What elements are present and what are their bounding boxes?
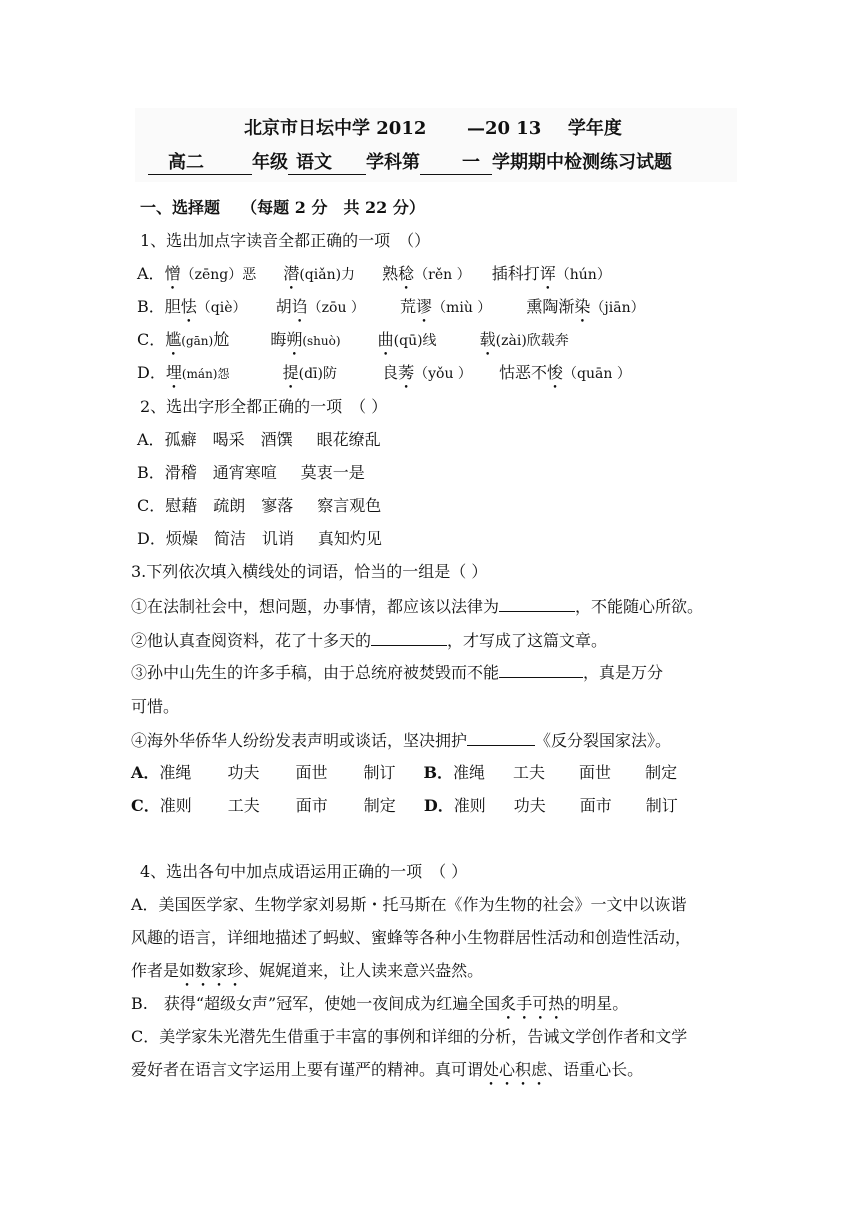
word-text: 烦燥: [165, 529, 198, 548]
section-1-heading: [140, 197, 425, 219]
q3-options-row-1: [131, 762, 677, 784]
word-text: 晦: [270, 330, 287, 349]
q4-option-a-line-3: [131, 960, 483, 982]
word-text: 讥诮: [261, 529, 294, 548]
dotted-char: 憎: [164, 264, 181, 283]
word-text: 准绳: [453, 763, 486, 782]
pinyin-text: （jiān）: [590, 300, 645, 316]
grade-field: 高二: [148, 152, 252, 175]
sentence-text: 、语重心长。: [547, 1060, 644, 1079]
option-label: A．: [137, 264, 165, 283]
word-text: 功夫: [227, 763, 260, 782]
sentence-text: ，才写成了这篇文章。: [447, 631, 608, 650]
dotted-char: 家: [211, 961, 228, 980]
word-text: 寥落: [261, 496, 294, 515]
dotted-char: 怯: [180, 297, 197, 316]
q1-option-a: [137, 263, 611, 286]
sentence-text: ①在法制社会中，想问题，办事情，都应该以法律为: [131, 597, 500, 616]
sentence-text: ②他认真查阅资料，花了十多天的: [131, 631, 372, 650]
word-text: 准则: [453, 796, 486, 815]
pinyin-text: (qū)线: [393, 333, 437, 349]
word-text: 面世: [295, 763, 328, 782]
word-text: 喝采: [212, 430, 245, 449]
dotted-char: 数: [195, 961, 212, 980]
dotted-char: 载: [479, 330, 496, 349]
dotted-char: 积: [515, 1060, 532, 1079]
year-suffix: 学年度: [567, 118, 622, 139]
q1-option-d: [137, 362, 631, 385]
q4-option-a-line-1: A．美国医学家、生物学家刘易斯・托马斯在《作为生物的社会》一文中以诙谐: [131, 895, 687, 914]
pinyin-text: （rěn ）: [414, 267, 471, 283]
option-label: B．: [423, 763, 454, 782]
word-text: 简洁: [213, 529, 246, 548]
dotted-char: 可: [532, 994, 549, 1013]
option-label: D．: [137, 529, 166, 548]
word-text: 面市: [579, 796, 612, 815]
dotted-char: 虑: [531, 1060, 548, 1079]
school-name: 北京市日坛中学: [244, 118, 370, 139]
q4-stem: 4、选出各句中加点成语运用正确的一项 （ ）: [140, 862, 468, 881]
header-line-2: [148, 152, 672, 175]
word-text: 滑稽: [164, 463, 197, 482]
word-text: 察言观色: [317, 496, 382, 515]
term-label: 学期期中检测练习试题: [492, 152, 672, 173]
answer-blank: [499, 662, 583, 678]
q3-stem: 3.下列依次填入横线处的词语，恰当的一组是（ ）: [131, 562, 488, 581]
word-text: 制定: [363, 796, 396, 815]
word-text: 准则: [159, 796, 192, 815]
q3-sentence-2: [131, 630, 607, 652]
word-text: 工夫: [227, 796, 260, 815]
word-text: 怙恶不: [499, 363, 548, 382]
q2-option-b: [137, 462, 365, 484]
dotted-char: 诌: [291, 297, 308, 316]
word-text: 孤癖: [164, 430, 197, 449]
dotted-char: 尴: [165, 330, 182, 349]
pinyin-text: (shuò): [302, 334, 341, 348]
word-text: 胡: [275, 297, 292, 316]
word-text: 制订: [363, 763, 396, 782]
pinyin-text: (qiǎn)力: [299, 267, 356, 283]
dotted-char: 朔: [286, 330, 303, 349]
word-text: 真知灼见: [317, 529, 382, 548]
dotted-char: 处: [483, 1060, 500, 1079]
year-end: —20 13: [466, 118, 542, 139]
q1-option-c: [137, 329, 569, 352]
sentence-text: ④海外华侨华人纷纷发表声明或谈话，坚决拥护: [131, 731, 468, 750]
pinyin-text: (gān): [181, 334, 214, 348]
sentence-text: ，不能随心所欲。: [575, 597, 704, 616]
subject-field: 语文: [288, 152, 366, 175]
q3-sentence-3-cont: 可惜。: [131, 697, 180, 716]
dotted-char: 潜: [283, 264, 300, 283]
word-text: 疏朗: [213, 496, 246, 515]
answer-blank: [371, 630, 447, 646]
pinyin-text: （yǒu ）: [414, 366, 472, 382]
word-text: 熏陶渐: [526, 297, 575, 316]
word-text: 通宵寒喧: [212, 463, 277, 482]
pinyin-text: （zēng）恶: [180, 267, 257, 283]
pinyin-text: （hún）: [555, 267, 611, 283]
dotted-char: 热: [548, 994, 565, 1013]
year-start: 2012: [376, 118, 427, 139]
word-text: 胆: [164, 297, 181, 316]
q3-options-row-2: [131, 795, 678, 817]
word-text: 面市: [295, 796, 328, 815]
q4-option-c-line-1: C．美学家朱光潜先生借重于丰富的事例和详细的分析，告诫文学创作者和文学: [131, 1027, 688, 1046]
dotted-char: 炙: [500, 994, 517, 1013]
dotted-char: 埋: [165, 363, 182, 382]
term-field: 一: [420, 152, 492, 175]
pinyin-text: （zōu ）: [307, 300, 365, 316]
word-text: 荒: [400, 297, 417, 316]
q3-sentence-4: [131, 730, 671, 752]
option-label: D．: [423, 796, 454, 815]
word-text: 制订: [645, 796, 678, 815]
word-text: 眼花缭乱: [316, 430, 381, 449]
q2-stem: 2、选出字形全都正确的一项 （ ）: [140, 397, 388, 416]
dotted-char: 谬: [416, 297, 433, 316]
q2-option-c: [137, 495, 381, 517]
sentence-text: 《反分裂国家法》。: [535, 731, 672, 750]
option-label: B．: [137, 297, 165, 316]
q2-option-d: [137, 528, 382, 550]
section-scoring: （每题 2 分 共 22 分）: [241, 198, 425, 217]
sentence-text: 作者是: [131, 961, 180, 980]
word-text: 良: [382, 363, 399, 382]
option-label: D．: [137, 363, 166, 382]
header-line-1: [244, 118, 622, 140]
option-label: A．: [131, 763, 160, 782]
sentence-text: 、娓娓道来，让人读来意兴盎然。: [243, 961, 484, 980]
dotted-char: 稔: [398, 264, 415, 283]
word-text: 准绳: [159, 763, 192, 782]
word-text: 尬: [213, 330, 230, 349]
option-label: B．: [137, 463, 165, 482]
word-text: 制定: [645, 763, 678, 782]
word-text: 插科打: [491, 264, 540, 283]
sentence-text: ，真是万分: [583, 663, 664, 682]
sentence-text: 的明星。: [564, 994, 629, 1013]
pinyin-text: （miù ）: [432, 300, 492, 316]
pinyin-text: (zài)欣载奔: [495, 333, 569, 349]
section-title: 一、选择题: [140, 198, 221, 217]
pinyin-text: (mán)怨: [181, 367, 230, 381]
option-label: A．: [137, 430, 165, 449]
grade-label: 年级: [252, 152, 288, 173]
option-label: C．: [131, 796, 160, 815]
word-text: 熟: [382, 264, 399, 283]
dotted-char: 心: [499, 1060, 516, 1079]
q4-option-b: [131, 993, 628, 1015]
option-label: C．: [137, 330, 166, 349]
pinyin-text: （quān ）: [563, 366, 631, 382]
pinyin-text: (dī)防: [298, 366, 337, 382]
q3-sentence-1: [131, 596, 703, 618]
answer-blank: [499, 596, 575, 612]
dotted-char: 染: [574, 297, 591, 316]
q1-option-b: [137, 296, 645, 319]
dotted-char: 曲: [377, 330, 394, 349]
dotted-char: 珍: [227, 961, 244, 980]
answer-blank: [467, 730, 535, 746]
dotted-char: 提: [282, 363, 299, 382]
word-text: 面世: [579, 763, 612, 782]
q2-option-a: [137, 429, 381, 451]
word-text: 莫衷一是: [300, 463, 365, 482]
q1-stem: 1、选出加点字读音全都正确的一项 （）: [140, 231, 431, 250]
q4-option-a-line-2: 风趣的语言，详细地描述了蚂蚁、蜜蜂等各种小生物群居性活动和创造性活动，: [131, 928, 692, 947]
pinyin-text: （qiè）: [196, 300, 247, 316]
option-label: C．: [137, 496, 166, 515]
word-text: 工夫: [513, 763, 546, 782]
dotted-char: 手: [516, 994, 533, 1013]
sentence-text: 爱好者在语言文字运用上要有谨严的精神。真可谓: [131, 1060, 484, 1079]
q4-option-c-line-2: [131, 1059, 643, 1081]
dotted-char: 如: [179, 961, 196, 980]
dotted-char: 莠: [398, 363, 415, 382]
sentence-text: B. 获得“超级女声”冠军，使她一夜间成为红遍全国: [131, 994, 501, 1013]
sentence-text: ③孙中山先生的许多手稿，由于总统府被焚毁而不能: [131, 663, 500, 682]
dotted-char: 诨: [539, 264, 556, 283]
subject-label: 学科第: [366, 152, 420, 173]
q3-sentence-3: [131, 662, 663, 684]
word-text: 慰藉: [165, 496, 198, 515]
word-text: 酒馔: [260, 430, 293, 449]
dotted-char: 悛: [547, 363, 564, 382]
word-text: 功夫: [513, 796, 546, 815]
